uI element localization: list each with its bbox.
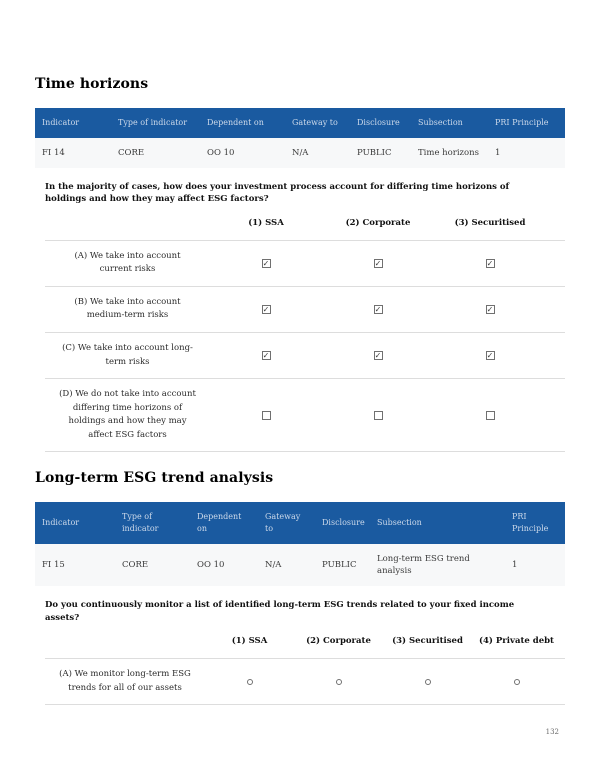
info-table-cell: FI 14: [35, 138, 111, 168]
info-table-header: PRI Principle: [505, 502, 565, 543]
answer-option-label: (D) We do not take into account differing time horizons of holdings and how they may affect ESG factors: [59, 389, 196, 440]
matrix-cell: [322, 259, 434, 268]
info-table-header: Subsection: [411, 108, 488, 138]
info-table-header: Gateway to: [258, 502, 315, 543]
question-text: In the majority of cases, how does your investment process account for differing time horizons of holdings and how they may affect ESG factors?: [45, 181, 510, 205]
matrix-cell: [434, 305, 546, 314]
info-table-header: Type of indicator: [111, 108, 200, 138]
matrix-cell: [434, 351, 546, 360]
info-table-header: Subsection: [370, 502, 505, 543]
matrix-row: [45, 658, 565, 705]
matrix-column-header: (1) SSA: [248, 217, 284, 228]
matrix-column-header: (1) SSA: [231, 635, 268, 646]
info-table-header: Gateway to: [285, 108, 350, 138]
info-table-cell: OO 10: [190, 544, 258, 587]
indicator-section: [35, 76, 565, 452]
matrix-header-row: [45, 212, 565, 240]
info-table-header: PRI Principle: [488, 108, 565, 138]
info-table-cell: Time horizons: [411, 138, 488, 168]
matrix-cell: [210, 351, 322, 360]
section-heading: Long-term ESG trend analysis: [35, 470, 274, 487]
matrix-cell: [322, 351, 434, 360]
info-table-header: Dependent on: [190, 502, 258, 543]
info-table-cell: N/A: [258, 544, 315, 587]
matrix-cell: [210, 305, 322, 314]
matrix-row: [45, 240, 565, 286]
checkbox[interactable]: [486, 259, 495, 268]
question-text: Do you continuously monitor a list of identified long-term ESG trends related to your fixed income assets?: [45, 600, 515, 623]
info-table-row: [35, 544, 565, 587]
matrix-cell: [472, 679, 561, 685]
info-table-cell: CORE: [111, 138, 200, 168]
info-table-cell: OO 10: [200, 138, 285, 168]
info-table-cell: PUBLIC: [350, 138, 411, 168]
matrix-column-header: (2) Corporate: [345, 217, 411, 228]
checkbox[interactable]: [374, 305, 383, 314]
checkbox[interactable]: [374, 351, 383, 360]
radio-button[interactable]: [247, 679, 253, 685]
info-table-cell: 1: [488, 138, 565, 168]
info-table-header: Type of indicator: [115, 502, 190, 543]
matrix-row: [45, 286, 565, 332]
answer-option-label: (A) We take into account current risks: [74, 250, 181, 275]
info-table-header: Indicator: [35, 502, 115, 543]
info-table-cell: Long-term ESG trend analysis: [370, 544, 505, 587]
matrix-cell: [322, 411, 434, 420]
answer-option-label: (C) We take into account long-term risks: [62, 342, 193, 367]
indicator-info-table: [35, 502, 565, 586]
matrix-row: [45, 378, 565, 452]
radio-button[interactable]: [514, 679, 520, 685]
matrix-cell: [434, 411, 546, 420]
page-number: 132: [545, 728, 559, 736]
checkbox[interactable]: [374, 411, 383, 420]
info-table-header: Dependent on: [200, 108, 285, 138]
checkbox[interactable]: [486, 351, 495, 360]
info-table-cell: CORE: [115, 544, 190, 587]
answer-option-label: (B) We take into account medium-term risks: [74, 296, 181, 321]
section-heading: Time horizons: [35, 76, 149, 92]
indicator-section: [35, 470, 565, 705]
info-table-header: Disclosure: [315, 502, 370, 543]
checkbox[interactable]: [262, 305, 271, 314]
info-table-row: [35, 138, 565, 168]
matrix-cell: [210, 411, 322, 420]
page-content: [35, 76, 565, 705]
radio-button[interactable]: [425, 679, 431, 685]
matrix-column-header: (3) Securitised: [454, 217, 526, 228]
matrix-cell: [210, 259, 322, 268]
indicator-info-table: [35, 108, 565, 168]
matrix-cell: [205, 679, 294, 685]
matrix-column-header: (4) Private debt: [479, 635, 554, 646]
matrix-cell: [434, 259, 546, 268]
answer-matrix: [45, 212, 565, 453]
checkbox[interactable]: [486, 411, 495, 420]
info-table-header-row: [35, 502, 565, 543]
info-table-header: Disclosure: [350, 108, 411, 138]
matrix-cell: [294, 679, 383, 685]
matrix-row: [45, 332, 565, 378]
answer-matrix: [45, 630, 565, 705]
sections-container: [35, 76, 565, 705]
info-table-cell: N/A: [285, 138, 350, 168]
checkbox[interactable]: [262, 351, 271, 360]
info-table-cell: FI 15: [35, 544, 115, 587]
matrix-column-header: (2) Corporate: [306, 635, 371, 646]
matrix-header-row: [45, 630, 565, 658]
checkbox[interactable]: [262, 259, 271, 268]
checkbox[interactable]: [486, 305, 495, 314]
radio-button[interactable]: [336, 679, 342, 685]
matrix-cell: [383, 679, 472, 685]
info-table-cell: PUBLIC: [315, 544, 370, 587]
answer-option-label: (A) We monitor long-term ESG trends for all of our assets: [59, 668, 191, 693]
checkbox[interactable]: [374, 259, 383, 268]
info-table-cell: 1: [505, 544, 565, 587]
matrix-column-header: (3) Securitised: [392, 635, 463, 646]
info-table-header: Indicator: [35, 108, 111, 138]
matrix-cell: [322, 305, 434, 314]
info-table-header-row: [35, 108, 565, 138]
checkbox[interactable]: [262, 411, 271, 420]
